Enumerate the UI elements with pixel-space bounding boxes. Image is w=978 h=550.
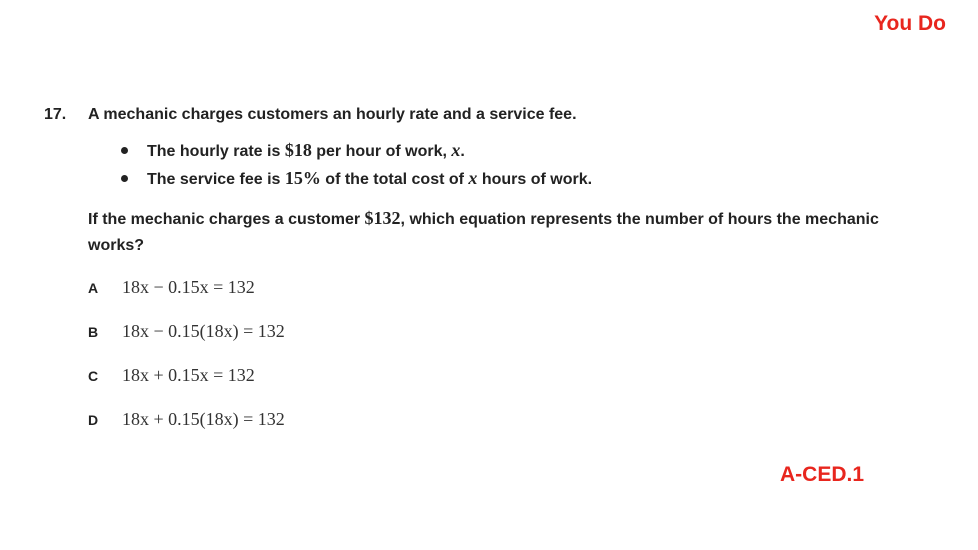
condition-list [44,137,924,193]
bullet-icon [121,175,128,182]
answer-choice-c[interactable] [88,365,924,409]
answer-choice-d[interactable] [88,409,924,453]
answer-choices [88,277,924,453]
choice-equation: 18x − 0.15(18x) = 132 [122,321,285,341]
question-number: 17. [44,106,67,123]
question-stem: A mechanic charges customers an hourly rate and a service fee. [88,106,577,123]
choice-equation: 18x + 0.15x = 132 [122,365,255,385]
choice-letter: D [88,412,99,428]
answer-choice-a[interactable] [88,277,924,321]
answer-choice-b[interactable] [88,321,924,365]
question-block [44,105,924,453]
choice-letter: C [88,368,99,384]
condition-item-hourly-rate: The hourly rate is $18 per hour of work, x. [117,137,924,165]
standard-code-label: A-CED.1 [780,463,865,486]
bullet-icon [121,147,128,154]
choice-letter: B [88,324,99,340]
choice-equation: 18x − 0.15x = 132 [122,277,255,297]
question-prompt: If the mechanic charges a customer $132, which equation represents the number of hours the mechanic works? [88,208,879,254]
choice-letter: A [88,280,99,296]
you-do-label: You Do [874,12,946,35]
question-stem-row [44,105,924,125]
condition-item-service-fee: The service fee is 15% of the total cost of x hours of work. [117,165,924,193]
choice-equation: 18x + 0.15(18x) = 132 [122,409,285,429]
